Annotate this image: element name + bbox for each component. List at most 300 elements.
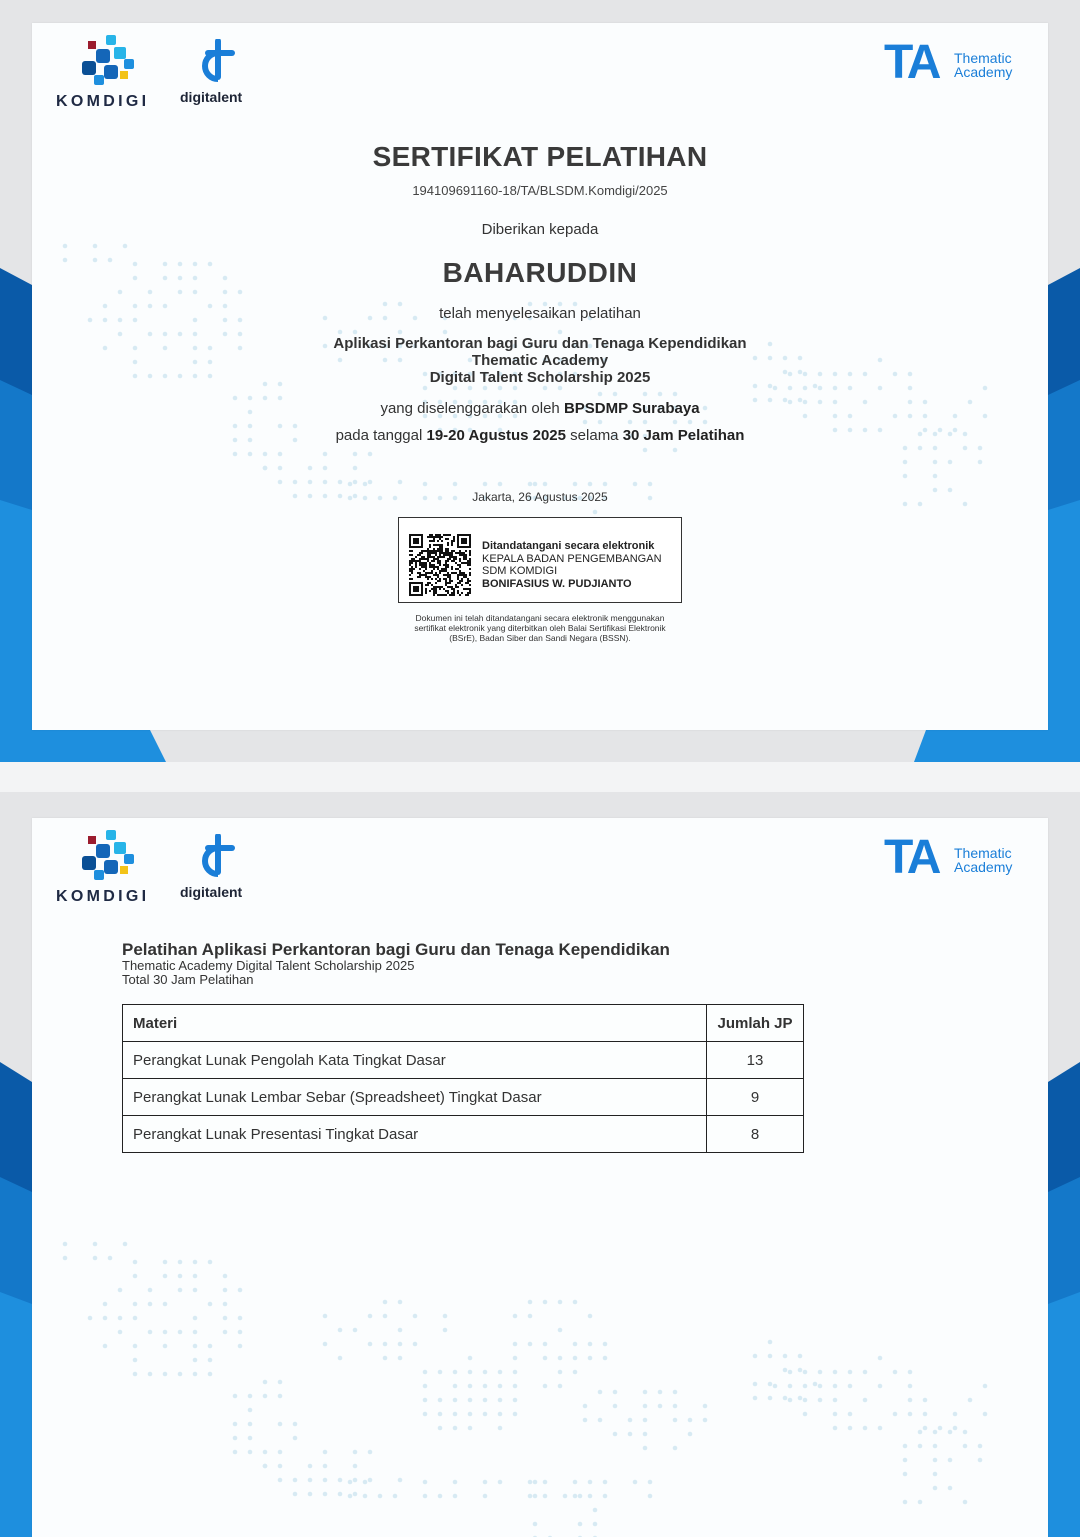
table-row [123,1079,804,1116]
qr-module [425,574,427,576]
qr-module [433,550,435,552]
qr-module [443,564,445,566]
qr-module [439,588,441,590]
qr-module [459,572,461,574]
map-dot [753,1396,758,1401]
qr-module [411,554,413,556]
map-dot [263,1380,268,1385]
map-dot [603,1356,608,1361]
qr-module [441,568,443,570]
map-dot [123,1242,128,1247]
qr-module [429,576,431,578]
qr-module [441,570,443,572]
qr-module [437,568,439,570]
qr-module [457,574,459,576]
qr-module [441,544,443,546]
map-dot [223,1330,228,1335]
qr-code-icon[interactable] [409,534,471,596]
qr-module [453,540,455,542]
map-dot [533,1494,538,1499]
map-dot [438,1426,443,1431]
map-dot [278,1478,283,1483]
map-dot [983,1384,988,1389]
map-dot [163,1344,168,1349]
map-dot [308,1478,313,1483]
qr-module [449,594,451,596]
qr-module [439,552,441,554]
qr-module [463,576,465,578]
map-dot [263,466,268,471]
qr-module [435,590,437,592]
qr-module [463,572,465,574]
qr-module [421,552,423,554]
map-dot [208,1344,213,1349]
qr-module [417,572,419,574]
map-dot [103,1302,108,1307]
qr-module [437,580,439,582]
map-dot [588,1356,593,1361]
qr-module [421,566,423,568]
map-dot [453,1494,458,1499]
qr-module [419,572,421,574]
qr-module [429,554,431,556]
map-dot [513,1342,518,1347]
map-dot [863,1426,868,1431]
scholarship-name: Digital Talent Scholarship 2025 [429,369,651,386]
map-dot [658,1390,663,1395]
map-dot [583,1418,588,1423]
map-dot [558,1328,563,1333]
certificate-page [0,0,1080,762]
qr-module [431,578,433,580]
map-dot [453,482,458,487]
qr-module [421,556,423,558]
qr-module [451,542,453,544]
map-dot [308,466,313,471]
qr-module [449,534,451,536]
map-dot [933,474,938,479]
map-dot [248,1450,253,1455]
qr-module [409,560,411,562]
map-dot [363,482,368,487]
qr-module [439,556,441,558]
qr-module [411,572,413,574]
qr-module [469,564,471,566]
map-dot [278,1394,283,1399]
qr-module [439,572,441,574]
map-dot [163,1330,168,1335]
qr-module [451,572,453,574]
qr-module [465,576,467,578]
qr-module [435,582,437,584]
map-dot [468,1384,473,1389]
map-dot [443,1328,448,1333]
map-dot [643,1418,648,1423]
qr-module [437,536,439,538]
map-dot [978,446,983,451]
map-dot [588,482,593,487]
map-dot [833,386,838,391]
qr-module [449,582,451,584]
map-dot [628,1418,633,1423]
map-dot [643,1432,648,1437]
qr-module [461,554,463,556]
qr-module [435,572,437,574]
qr-module [443,552,445,554]
map-dot [483,1494,488,1499]
map-dot [323,466,328,471]
map-dot [513,1412,518,1417]
map-dot [783,1354,788,1359]
qr-module [425,562,427,564]
qr-module [437,544,439,546]
map-dot [483,1398,488,1403]
qr-module [465,574,467,576]
map-dot [528,1342,533,1347]
map-dot [633,482,638,487]
map-dot [963,1444,968,1449]
map-dot [903,1472,908,1477]
map-dot [423,386,428,391]
map-dot [768,1382,773,1387]
map-dot [93,1242,98,1247]
map-dot [223,1288,228,1293]
map-dot [963,1430,968,1435]
map-dot [613,1390,618,1395]
map-dot [878,386,883,391]
map-dot [598,392,603,397]
qr-module [415,556,417,558]
map-dot [338,1328,343,1333]
map-dot [643,1446,648,1451]
map-dot [978,1444,983,1449]
map-dot [658,1404,663,1409]
qr-module [447,582,449,584]
map-dot [193,1260,198,1265]
map-dot [573,1370,578,1375]
map-dot [178,290,183,295]
qr-module [451,556,453,558]
qr-module [433,564,435,566]
qr-module [447,542,449,544]
map-dot [578,1522,583,1527]
qr-module [443,534,445,536]
map-dot [688,1418,693,1423]
organizer-prefix: yang diselenggarakan oleh [380,400,560,417]
map-dot [118,1288,123,1293]
map-dot [193,1330,198,1335]
qr-module [421,564,423,566]
signature-disclaimer [32,613,1048,643]
map-dot [533,482,538,487]
map-dot [238,1344,243,1349]
map-dot [558,330,563,335]
map-dot [278,1380,283,1385]
qr-module [443,588,445,590]
map-dot [483,1480,488,1485]
map-dot [948,1458,953,1463]
map-dot [443,1314,448,1319]
map-dot [603,1342,608,1347]
qr-module [439,550,441,552]
qr-module [431,572,433,574]
qr-module [451,586,453,588]
map-dot [178,1330,183,1335]
qr-module [425,566,427,568]
map-dot [908,1384,913,1389]
organizer-line [32,400,1048,417]
qr-module [455,562,457,564]
qr-module [433,588,435,590]
map-dot [558,1370,563,1375]
qr-module [421,574,423,576]
map-dot [193,290,198,295]
disclaimer-line-2: sertifikat elektronik yang diterbitkan oleh Balai Sertifikasi Elektronik [414,623,666,633]
qr-module [445,578,447,580]
qr-module [441,552,443,554]
ta-line-1: Thematic [954,50,1012,66]
map-dot [338,1356,343,1361]
map-dot [543,1384,548,1389]
qr-module [463,558,465,560]
qr-module [437,594,439,596]
qr-module [415,564,417,566]
table-row [123,1116,804,1153]
ta-mark: TA [884,831,939,884]
qr-module [419,576,421,578]
qr-module [411,560,413,562]
map-dot [148,290,153,295]
map-dot [238,1288,243,1293]
qr-module [449,576,451,578]
map-dot [878,1384,883,1389]
map-dot [588,1342,593,1347]
qr-module [447,574,449,576]
map-dot [498,1384,503,1389]
qr-module [411,578,413,580]
map-dot [543,1494,548,1499]
qr-module [441,546,443,548]
map-dot [513,386,518,391]
column-header-jumlah-jp: Jumlah JP [707,1005,804,1042]
qr-module [437,562,439,564]
qr-module [447,592,449,594]
qr-module [457,564,459,566]
qr-module [451,592,453,594]
jp-cell: 9 [707,1079,804,1116]
qr-module [419,564,421,566]
map-dot [293,1492,298,1497]
qr-module [459,566,461,568]
qr-module [465,594,467,596]
qr-module [459,558,461,560]
qr-module [469,562,471,564]
map-dot [353,452,358,457]
map-dot [293,1478,298,1483]
map-dot [208,1302,213,1307]
qr-module [427,576,429,578]
map-dot [438,1412,443,1417]
map-dot [353,330,358,335]
transcript-total: Total 30 Jam Pelatihan [122,972,254,987]
qr-module [425,568,427,570]
qr-module [425,550,427,552]
transcript-title: Pelatihan Aplikasi Perkantoran bagi Guru dan Tenaga Kependidikan [122,940,670,959]
map-dot [818,1384,823,1389]
qr-module [451,580,453,582]
qr-module [433,536,435,538]
digitalent-mark-icon [200,39,236,83]
qr-module [417,576,419,578]
qr-module [467,594,469,596]
qr-module [445,568,447,570]
qr-module [421,558,423,560]
qr-module [439,570,441,572]
map-dot [783,1368,788,1373]
map-dot [468,1412,473,1417]
qr-module [429,590,431,592]
organizer-name: BPSDMP Surabaya [563,400,700,417]
qr-module [451,552,453,554]
qr-module [445,550,447,552]
qr-module [453,590,455,592]
map-dot [498,1412,503,1417]
qr-module [427,582,429,584]
qr-module [447,576,449,578]
map-dot [798,1354,803,1359]
map-dot [423,482,428,487]
qr-module [443,570,445,572]
qr-module [447,538,449,540]
course-title: Aplikasi Perkantoran bagi Guru dan Tenaga Kependidikan [333,335,747,352]
map-dot [163,1274,168,1279]
map-dot [963,1500,968,1505]
map-dot [933,1458,938,1463]
map-dot [513,1314,518,1319]
map-dot [323,480,328,485]
map-dot [278,480,283,485]
qr-module [467,588,469,590]
qr-module [459,550,461,552]
map-dot [648,1494,653,1499]
qr-module [431,566,433,568]
qr-module [451,588,453,590]
map-dot [108,1256,113,1261]
map-dot [208,1372,213,1377]
qr-module [431,552,433,554]
map-dot [148,1302,153,1307]
map-dot [768,1354,773,1359]
qr-module [469,592,471,594]
qr-module [461,584,463,586]
qr-module [439,546,441,548]
qr-module [411,568,413,570]
qr-module [423,558,425,560]
qr-module [447,560,449,562]
qr-module [435,550,437,552]
map-dot [703,420,708,425]
qr-module [461,572,463,574]
map-dot [263,452,268,457]
map-dot [543,482,548,487]
map-dot [193,1358,198,1363]
qr-module [469,590,471,592]
map-dot [353,1328,358,1333]
qr-module [445,552,447,554]
qr-module [435,566,437,568]
qr-module [413,558,415,560]
map-dot [588,1480,593,1485]
qr-module [433,540,435,542]
digitalent-mark-icon [200,834,236,878]
ta-wordmark [954,846,1012,874]
map-dot [933,446,938,451]
map-dot [178,1288,183,1293]
qr-module [423,574,425,576]
certificate-number: 194109691160-18/TA/BLSDM.Komdigi/2025 [412,183,668,198]
komdigi-wordmark: KOMDIGI [56,888,150,905]
komdigi-mark-icon [80,830,136,882]
map-dot [223,1302,228,1307]
map-dot [348,1480,353,1485]
map-dot [573,1494,578,1499]
map-dot [643,392,648,397]
map-dot [223,290,228,295]
qr-module [459,552,461,554]
qr-module [429,534,431,536]
qr-module [453,550,455,552]
map-dot [923,1412,928,1417]
map-dot [803,386,808,391]
map-dot [833,1384,838,1389]
date-prefix: pada tanggal [335,427,423,444]
map-dot [948,1486,953,1491]
qr-module [447,572,449,574]
map-dot [528,1300,533,1305]
map-dot [398,1328,403,1333]
qr-module [469,572,471,574]
qr-module [431,540,433,542]
map-dot [803,1398,808,1403]
qr-module [467,580,469,582]
map-dot [238,1330,243,1335]
qr-module [469,550,471,552]
qr-module [435,534,437,536]
map-dot [753,1382,758,1387]
qr-module [427,584,429,586]
qr-module [441,556,443,558]
map-dot [163,1372,168,1377]
qr-module [429,572,431,574]
qr-module [435,552,437,554]
qr-module [443,574,445,576]
qr-module [445,534,447,536]
qr-module [433,560,435,562]
map-dot [323,1492,328,1497]
qr-finder [461,538,467,544]
map-dot [533,1480,538,1485]
map-dot [773,1384,778,1389]
completed-label: telah menyelesaikan pelatihan [439,305,641,322]
qr-module [429,564,431,566]
map-dot [983,386,988,391]
qr-module [453,572,455,574]
map-dot [248,1422,253,1427]
map-dot [363,1494,368,1499]
qr-module [437,550,439,552]
qr-module [429,544,431,546]
qr-module [409,564,411,566]
